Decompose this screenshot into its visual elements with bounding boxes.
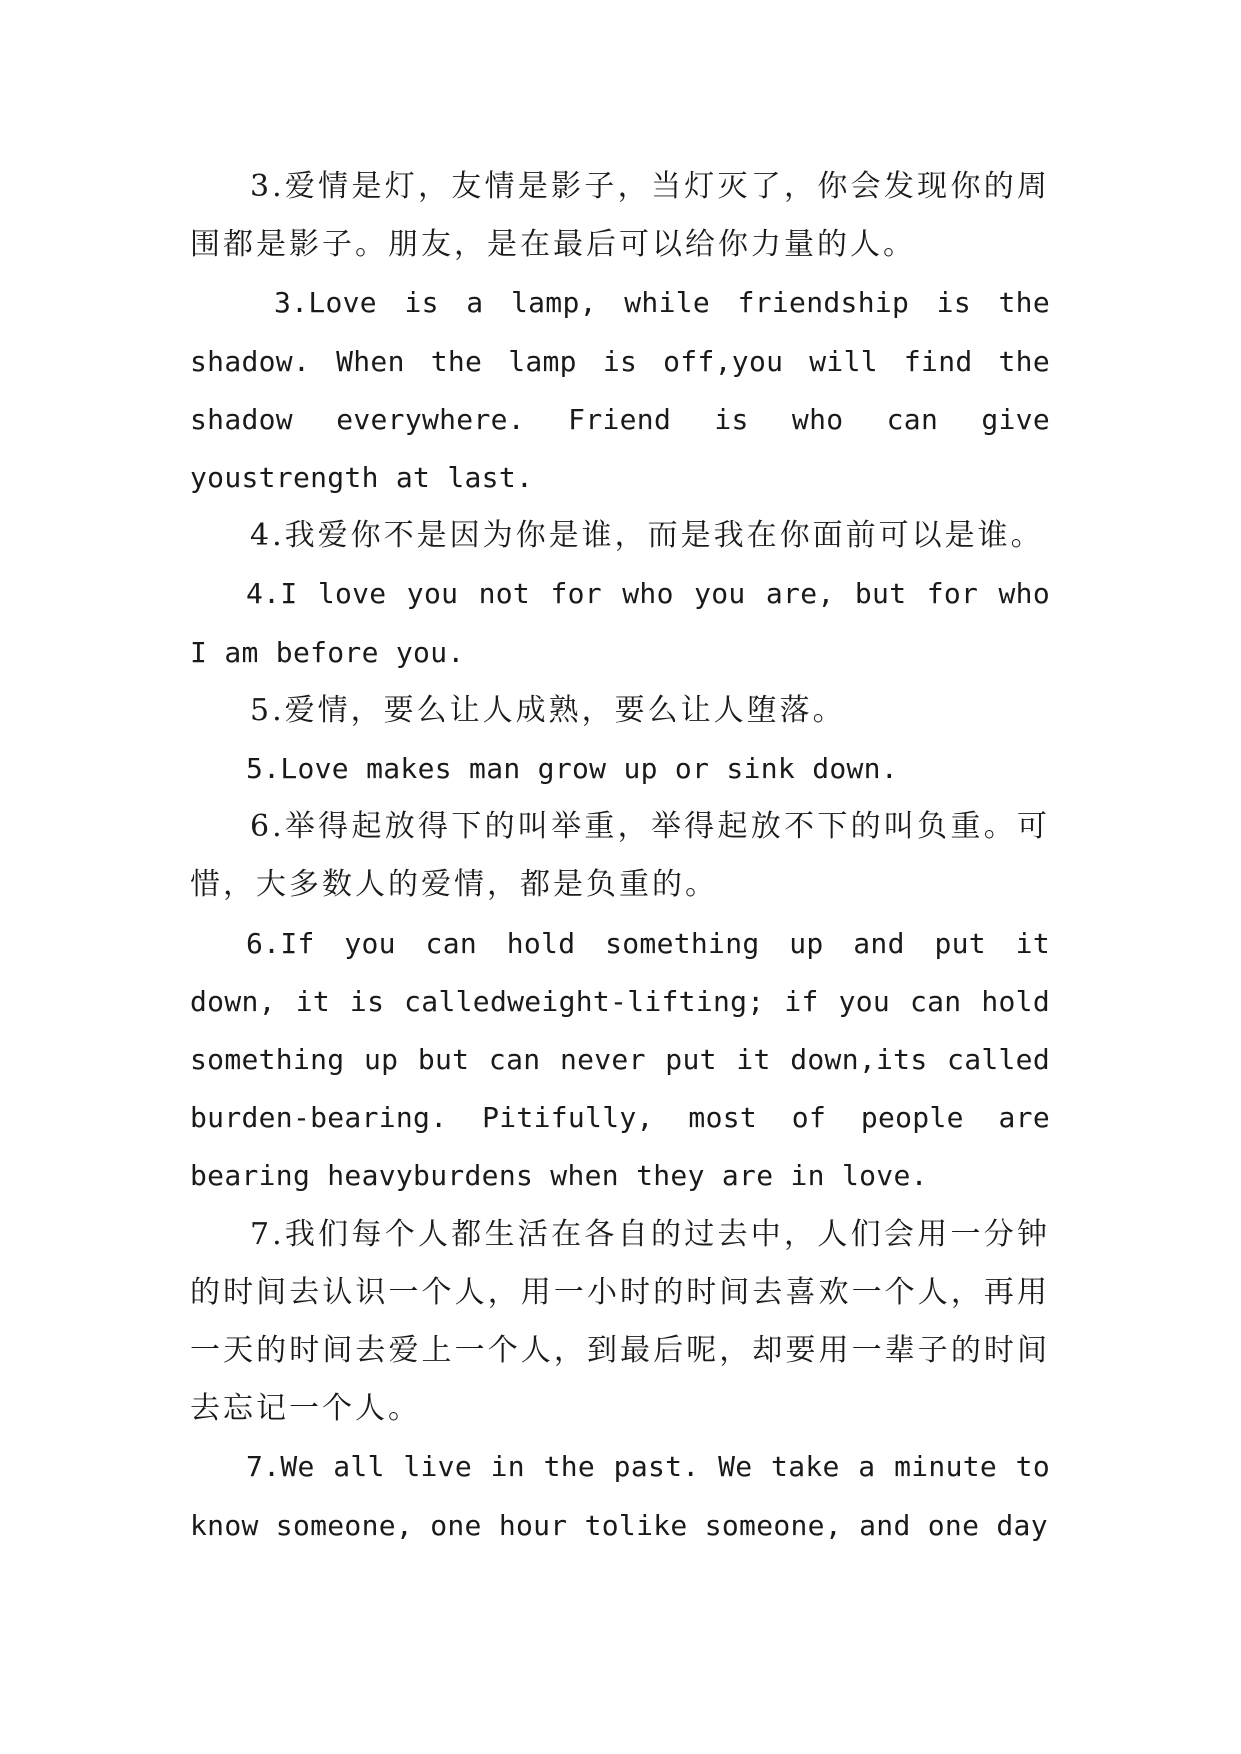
document-body (190, 158, 1050, 1555)
paragraph-5-english: 5.Love makes man grow up or sink down. (246, 752, 898, 786)
paragraph-5-chinese: 5.爱情，要么让人成熟，要么让人堕落。 (250, 692, 846, 728)
paragraph-3-english: 3.Love is a lamp, while friendship is the shadow. When the lamp is off,you will find the shadow everywhere. Friend is who can give youstrength at last. (190, 286, 1050, 495)
paragraph-6-english: 6.If you can hold something up and put it down, it is calledweight-lifting; if you can hold something up but can never put it down,its called burden-bearing. Pitifully, most of people are bearing heavyburdens when they are in love. (190, 926, 1050, 1193)
paragraph-7-chinese: 7.我们每个人都生活在各自的过去中，人们会用一分钟的时间去认识一个人，用一小时的时间去喜欢一个人，再用一天的时间去爱上一个人，到最后呢，却要用一辈子的时间去忘记一个人。 (190, 1216, 1050, 1427)
paragraph-6-chinese: 6.举得起放得下的叫举重，举得起放不下的叫负重。可惜，大多数人的爱情，都是负重的。 (190, 809, 1050, 903)
paragraph-3-chinese: 3.爱情是灯，友情是影子，当灯灭了，你会发现你的周围都是影子。朋友，是在最后可以给你力量的人。 (190, 169, 1050, 263)
paragraph-4-english: 4.I love you not for who you are, but for who I am before you. (190, 577, 1050, 669)
paragraph-4-chinese: 4.我爱你不是因为你是谁，而是我在你面前可以是谁。 (250, 518, 1044, 554)
paragraph-7-english: 7.We all live in the past. We take a minute to know someone, one hour tolike someone, and one day (190, 1450, 1050, 1542)
